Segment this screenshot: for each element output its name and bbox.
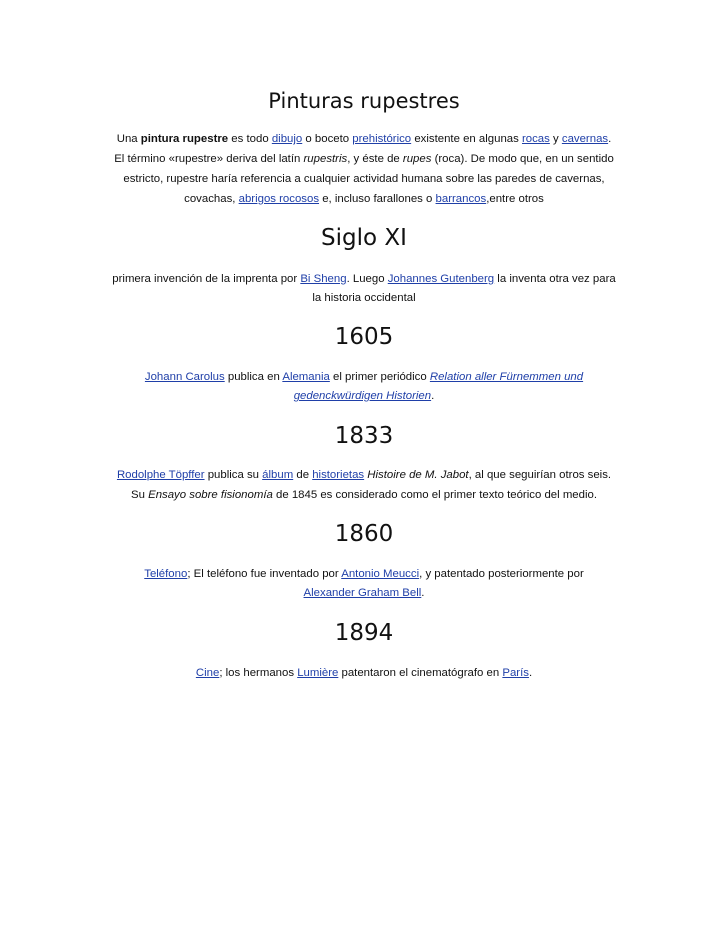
link-historien[interactable]: gedenckwürdigen Historien [293, 390, 432, 402]
text: . [431, 390, 435, 402]
text: Una [116, 133, 141, 145]
link-paris[interactable]: París [502, 667, 529, 679]
link-prehistorico[interactable]: prehistórico [352, 133, 412, 145]
text: es todo [228, 133, 272, 145]
1860-line-1 [0, 566, 728, 582]
section-heading-1605: 1605 [334, 324, 394, 350]
text: , al que seguirían otros seis. [468, 469, 612, 481]
link-alexander-graham-bell[interactable]: Alexander Graham Bell [303, 587, 422, 599]
text: . [528, 667, 533, 679]
text: . [608, 133, 612, 145]
intro-line-2 [0, 151, 728, 167]
text: . Luego [346, 273, 388, 285]
link-rocas[interactable]: rocas [521, 133, 550, 145]
link-relation[interactable]: Relation aller Fürnemmen und [429, 371, 584, 383]
link-johann-carolus[interactable]: Johann Carolus [144, 371, 225, 383]
text: El término «rupestre» deriva del latín [114, 153, 304, 165]
text: estricto, rupestre haría referencia a cualquier actividad humana sobre las paredes de cavernas, [123, 173, 605, 185]
siglo-xi-line-1 [0, 271, 728, 287]
link-telefono[interactable]: Teléfono [144, 568, 188, 580]
text: el primer periódico [329, 371, 430, 383]
section-heading-siglo-xi: Siglo XI [321, 225, 407, 251]
intro-line-1 [0, 131, 728, 147]
italic-title: Histoire de M. Jabot [364, 469, 469, 481]
link-alemania[interactable]: Alemania [282, 371, 330, 383]
1833-line-1 [0, 467, 728, 483]
text: publica en [224, 371, 283, 383]
1860-line-2 [0, 585, 728, 601]
1605-line-2 [0, 388, 728, 404]
intro-line-3 [0, 171, 728, 187]
text: covachas, [184, 193, 239, 205]
link-dibujo[interactable]: dibujo [271, 133, 303, 145]
text: y [549, 133, 562, 145]
link-antonio-meucci[interactable]: Antonio Meucci [341, 568, 420, 580]
link-johannes-gutenberg[interactable]: Johannes Gutenberg [387, 273, 495, 285]
text: ,entre otros [486, 193, 544, 205]
text: (roca). De modo que, en un sentido [431, 153, 614, 165]
link-cine[interactable]: Cine [195, 667, 220, 679]
siglo-xi-line-2 [0, 290, 728, 306]
italic-term: rupes [402, 153, 432, 165]
text: , y patentado posteriormente por [419, 568, 584, 580]
link-cavernas[interactable]: cavernas [561, 133, 609, 145]
intro-line-4 [0, 191, 728, 207]
link-lumiere[interactable]: Lumière [297, 667, 339, 679]
1833-line-2 [0, 487, 728, 503]
text: . [421, 587, 425, 599]
text: existente en algunas [411, 133, 522, 145]
text: e, incluso farallones o [319, 193, 436, 205]
1894-line-1 [0, 665, 728, 681]
link-bi-sheng[interactable]: Bi Sheng [300, 273, 347, 285]
link-rodolphe-topffer[interactable]: Rodolphe Töpffer [116, 469, 205, 481]
text: Su [130, 489, 149, 501]
italic-title: Ensayo sobre fisionomía [148, 489, 273, 501]
text: patentaron el cinematógrafo en [338, 667, 503, 679]
link-barrancos[interactable]: barrancos [435, 193, 487, 205]
text: o boceto [302, 133, 353, 145]
text: de 1845 es considerado como el primer texto teórico del medio. [272, 489, 598, 501]
text: la inventa otra vez para [494, 273, 616, 285]
text: primera invención de la imprenta por [112, 273, 301, 285]
section-heading-1860: 1860 [334, 521, 394, 547]
text: la historia occidental [312, 292, 416, 304]
italic-term: rupestris [303, 153, 348, 165]
text: ; El teléfono fue inventado por [187, 568, 342, 580]
1605-line-1 [0, 369, 728, 385]
page-title: Pinturas rupestres [268, 89, 460, 113]
link-abrigos-rocosos[interactable]: abrigos rocosos [238, 193, 320, 205]
section-heading-1833: 1833 [334, 423, 394, 449]
text: publica su [204, 469, 263, 481]
text: ; los hermanos [219, 667, 298, 679]
text: de [293, 469, 313, 481]
link-album[interactable]: álbum [262, 469, 294, 481]
section-heading-1894: 1894 [334, 620, 394, 646]
bold-term: pintura rupestre [140, 133, 229, 145]
link-historietas[interactable]: historietas [312, 469, 365, 481]
text: , y éste de [347, 153, 403, 165]
